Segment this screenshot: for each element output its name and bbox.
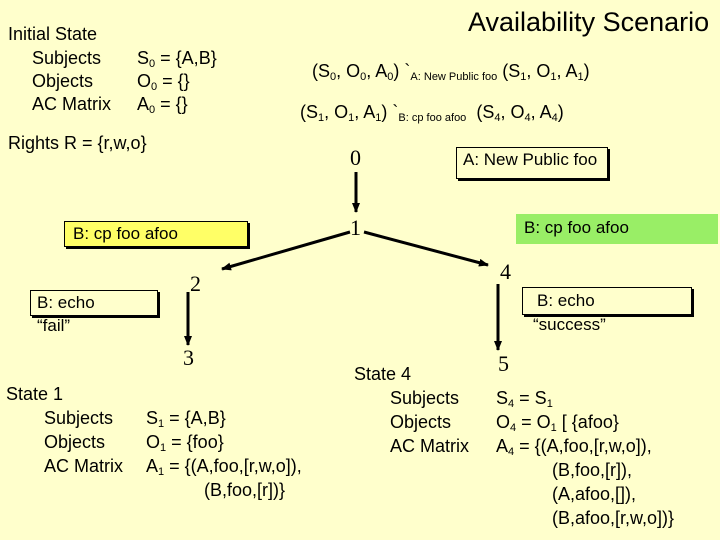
action-box-a-new-public: A: New Public foo [456, 147, 608, 179]
action-box-b-cp-left: B: cp foo afoo [64, 221, 248, 247]
state1-matrix-continuation: (B,foo,[r])} [204, 480, 286, 500]
initial-objects-label: Objects [32, 71, 94, 91]
state1-matrix-label: AC Matrix [44, 456, 124, 476]
state1-subjects-value: $S_1 = \{A,B\}$ [146, 408, 226, 430]
state4-matrix-cont-3: (B,afoo,[r,w,o])} [552, 508, 675, 528]
edge-1-4 [364, 232, 488, 265]
state4-objects-value: $O_4 = O_1$ [ {afoo} [496, 412, 619, 434]
node-2: 2 [190, 271, 201, 296]
state4-objects-label: Objects [390, 412, 452, 432]
initial-objects-value: $O_0$ = {} [137, 71, 190, 93]
state4-heading: State 4 [354, 364, 412, 384]
initial-matrix-value: $A_0$ = {} [137, 94, 188, 116]
node-1: 1 [350, 215, 361, 240]
state1-objects-value: $O_1 = \{foo\}$ [146, 432, 224, 454]
transition-0-1: ($S_0$, $O_0$, $A_0$) `A: New Public foo ($S_1$, $O_1$, $A_1$) [312, 61, 590, 83]
state4-matrix-value: $A_4 = \{(A,foo,[r,w,o])$, [496, 436, 652, 458]
node-4: 4 [500, 259, 511, 284]
node-0: 0 [350, 145, 361, 170]
state4-matrix-label: AC Matrix [390, 436, 470, 456]
node-3: 3 [183, 345, 194, 370]
initial-state-heading: Initial State [8, 24, 98, 44]
state4-subjects-label: Subjects [390, 388, 460, 408]
initial-matrix-label: AC Matrix [32, 94, 112, 114]
state1-subjects-label: Subjects [44, 408, 114, 428]
diagram-title: Availability Scenario [468, 7, 710, 37]
state1-matrix-value: $A_1 = \{(A,foo,[r,w,o])$, [146, 456, 302, 478]
initial-subjects-label: Subjects [32, 48, 102, 68]
state1-objects-label: Objects [44, 432, 106, 452]
state4-subjects-value: $S_4 = S_1$ [496, 388, 553, 410]
state1-heading: State 1 [6, 384, 64, 404]
action-box-b-cp-right: B: cp foo afoo [516, 214, 718, 244]
initial-subjects-value: $S_0 = \{A,B\}$ [137, 48, 217, 70]
state4-matrix-cont-1: (B,foo,[r]), [552, 460, 633, 480]
action-box-echo-fail: B: echo “fail” [30, 290, 158, 316]
action-box-echo-success: B: echo “success” [522, 287, 692, 315]
rights-text: Rights R = {r,w,o} [8, 133, 147, 153]
state4-matrix-cont-2: (A,afoo,[]), [552, 484, 637, 504]
node-5: 5 [498, 351, 509, 376]
transition-1-4: ($S_1$, $O_1$, $A_1$) `B: cp foo afoo ($S_4$, $O_4$, $A_4$) [300, 102, 564, 124]
